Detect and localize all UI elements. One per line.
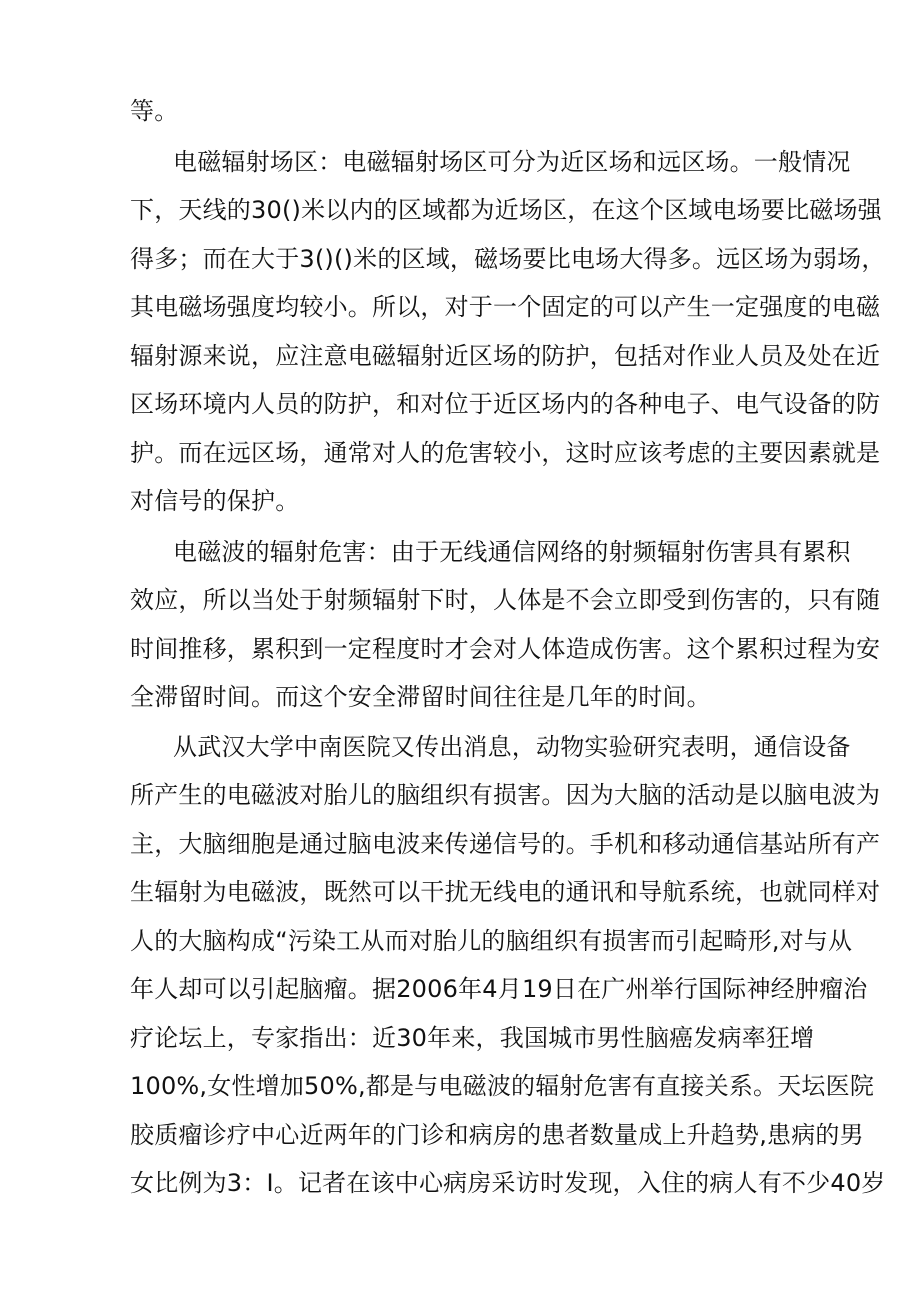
text-line: 护。而在远区场，通常对人的危害较小，这时应该考虑的主要因素就是	[130, 439, 881, 467]
text-line: 等。	[130, 97, 179, 125]
text-line: 女比例为3：I。记者在该中心病房采访时发现，入住的病人有不少40岁	[130, 1169, 886, 1197]
text-line: 得多；而在大于3()()米的区域，磁场要比电场大得多。远区场为弱场，	[130, 245, 886, 273]
text-line: 辐射源来说，应注意电磁辐射近区场的防护，包括对作业人员及处在近	[130, 342, 881, 370]
text-line: 其电磁场强度均较小。所以，对于一个固定的可以产生一定强度的电磁	[130, 293, 881, 321]
text-line: 对信号的保护。	[130, 487, 300, 515]
paragraph-first-line: 电磁辐射场区：电磁辐射场区可分为近区场和远区场。一般情况	[173, 148, 851, 176]
text-line: 效应，所以当处于射频辐射下时，人体是不会立即受到伤害的，只有随	[130, 586, 881, 614]
text-line: 100%,女性增加50%,都是与电磁波的辐射危害有直接关系。天坛医院	[130, 1072, 875, 1100]
paragraph-first-line: 电磁波的辐射危害：由于无线通信网络的射频辐射伤害具有累积	[173, 538, 851, 566]
text-line: 区场环境内人员的防护，和对位于近区场内的各种电子、电气设备的防	[130, 390, 881, 418]
text-line: 疗论坛上，专家指出：近30年来，我国城市男性脑癌发病率狂增	[130, 1024, 815, 1052]
paragraph-first-line: 从武汉大学中南医院又传出消息，动物实验研究表明，通信设备	[173, 733, 851, 761]
text-line: 生辐射为电磁波，既然可以干扰无线电的通讯和导航系统，也就同样对	[130, 878, 881, 906]
text-line: 胶质瘤诊疗中心近两年的门诊和病房的患者数量成上升趋势,患病的男	[130, 1121, 864, 1149]
text-line: 时间推移，累积到一定程度时才会对人体造成伤害。这个累积过程为安	[130, 635, 881, 663]
text-line: 主，大脑细胞是通过脑电波来传递信号的。手机和移动通信基站所有产	[130, 830, 881, 858]
text-line: 所产生的电磁波对胎儿的脑组织有损害。因为大脑的活动是以脑电波为	[130, 781, 881, 809]
text-line: 年人却可以引起脑瘤。据2006年4月19日在广州举行国际神经肿瘤治	[130, 975, 868, 1003]
text-line: 人的大脑构成“污染工从而对胎儿的脑组织有损害而引起畸形,对与从	[130, 927, 853, 955]
text-line: 全滞留时间。而这个安全滞留时间往往是几年的时间。	[130, 683, 711, 711]
text-line: 下，天线的30()米以内的区域都为近场区，在这个区域电场要比磁场强	[130, 196, 882, 224]
